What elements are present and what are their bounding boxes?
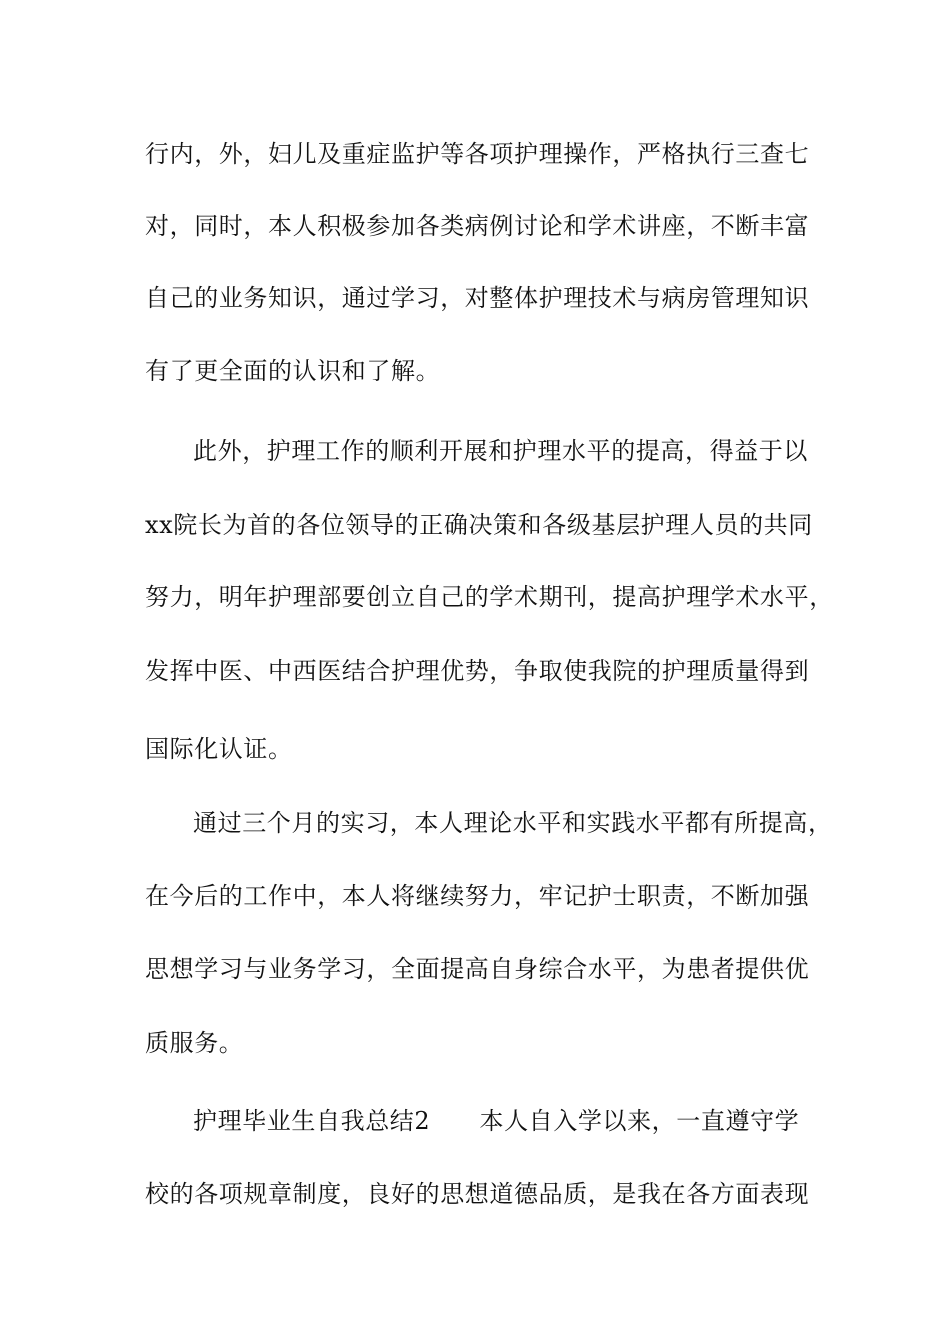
text-line: 有了更全面的认识和了解。: [145, 357, 441, 385]
text-line: 自己的业务知识，通过学习，对整体护理技术与病房管理知识: [145, 284, 810, 312]
text-line: xx院长为首的各位领导的正确决策和各级基层护理人员的共同: [145, 511, 813, 539]
paragraph-first-line: 此外，护理工作的顺利开展和护理水平的提高，得益于以: [193, 437, 808, 465]
text-line: 努力，明年护理部要创立自己的学术期刊，提高护理学术水平，: [145, 583, 834, 611]
text-line: 行内，外，妇儿及重症监护等各项护理操作，严格执行三查七: [145, 140, 810, 168]
text-line: 校的各项规章制度，良好的思想道德品质，是我在各方面表现: [145, 1180, 810, 1208]
section-heading-line: 护理毕业生自我总结2 本人自入学以来，一直遵守学: [193, 1107, 800, 1135]
paragraph-first-line: 通过三个月的实习，本人理论水平和实践水平都有所提高，: [193, 809, 833, 837]
text-line: 思想学习与业务学习，全面提高自身综合水平，为患者提供优: [145, 955, 810, 983]
text-line: 发挥中医、中西医结合护理优势，争取使我院的护理质量得到: [145, 657, 810, 685]
text-line: 国际化认证。: [145, 735, 293, 763]
text-line: 质服务。: [145, 1029, 244, 1057]
text-line: 对，同时，本人积极参加各类病例讨论和学术讲座，不断丰富: [145, 212, 810, 240]
text-line: 在今后的工作中，本人将继续努力，牢记护士职责，不断加强: [145, 882, 810, 910]
